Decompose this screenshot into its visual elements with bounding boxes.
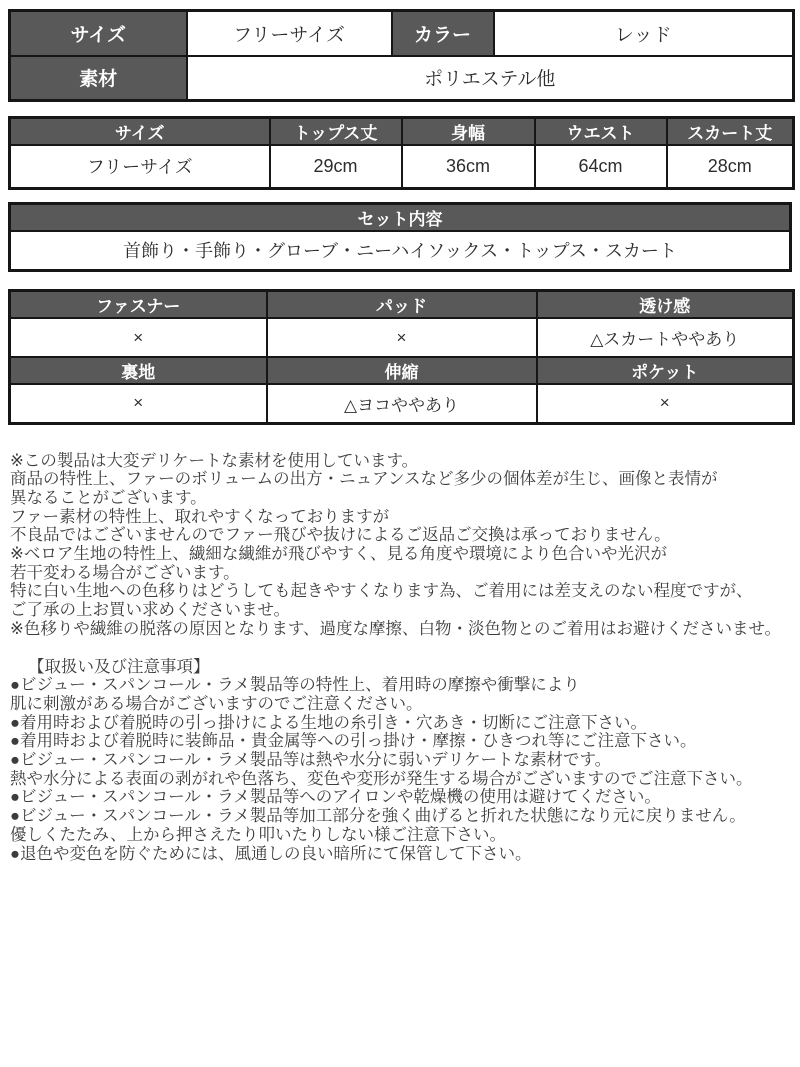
table-header-row xyxy=(10,118,794,146)
note-line: ※ベロア生地の特性上、繊細な繊維が飛びやすく、見る角度や環境により色合いや光沢が xyxy=(10,545,667,564)
sheerness-header: 透け感 xyxy=(537,291,794,319)
table-header-row xyxy=(10,203,791,231)
col-header-body-width: 身幅 xyxy=(402,118,535,146)
stretch-value: △ヨコややあり xyxy=(267,384,537,423)
cell-body-width: 36cm xyxy=(402,145,535,188)
caution-line: 肌に刺激がある場合がございますのでご注意ください。 xyxy=(10,694,423,713)
material-value-cell: ポリエステル他 xyxy=(187,56,794,101)
cell-tops-length: 29cm xyxy=(270,145,402,188)
col-header-size: サイズ xyxy=(10,118,270,146)
lining-value: × xyxy=(10,384,267,423)
note-line: 若干変わる場合がございます。 xyxy=(10,563,240,582)
basic-spec-table xyxy=(8,9,795,102)
col-header-tops-length: トップス丈 xyxy=(270,118,402,146)
pad-value: × xyxy=(267,318,537,357)
caution-line: ●退色や変色を防ぐためには、風通しの良い暗所にて保管して下さい。 xyxy=(10,844,532,863)
col-header-waist: ウエスト xyxy=(535,118,667,146)
pad-header: パッド xyxy=(267,291,537,319)
caution-line: ●ビジュー・スパンコール・ラメ製品等の特性上、着用時の摩擦や衝撃により xyxy=(10,676,580,695)
color-value-cell: レッド xyxy=(494,11,794,56)
handling-cautions-heading: 【取扱い及び注意事項】 xyxy=(28,657,210,676)
set-contents-header: セット内容 xyxy=(10,203,791,231)
table-row xyxy=(10,11,794,56)
caution-line: 熱や水分による表面の剥がれや色落ち、変色や変形が発生する場合がございますのでご注意下さい。 xyxy=(10,769,753,788)
caution-line: 優しくたたみ、上から押さえたり叩いたりしない様ご注意下さい。 xyxy=(10,825,506,844)
material-notes xyxy=(8,452,792,639)
cell-skirt-length: 28cm xyxy=(667,145,794,188)
note-line: ※この製品は大変デリケートな素材を使用しています。 xyxy=(10,451,419,470)
material-label-cell: 素材 xyxy=(10,56,187,101)
fastener-value: × xyxy=(10,318,267,357)
note-line: ※色移りや繊維の脱落の原因となります、過度な摩擦、白物・淡色物とのご着用はお避けくださいませ。 xyxy=(10,619,782,638)
cell-size: フリーサイズ xyxy=(10,145,270,188)
set-contents-table xyxy=(8,202,792,273)
size-value-cell: フリーサイズ xyxy=(187,11,392,56)
size-label-cell: サイズ xyxy=(10,11,187,56)
col-header-skirt-length: スカート丈 xyxy=(667,118,794,146)
fastener-header: ファスナー xyxy=(10,291,267,319)
color-label-cell: カラー xyxy=(392,11,494,56)
note-line: 商品の特性上、ファーのボリュームの出方・ニュアンスなど多少の個体差が生じ、画像と表情が xyxy=(10,470,718,489)
measurements-table xyxy=(8,116,795,190)
table-header-row xyxy=(10,357,794,384)
set-contents-value: 首飾り・手飾り・グローブ・ニーハイソックス・トップス・スカート xyxy=(10,231,791,271)
lining-header: 裏地 xyxy=(10,357,267,384)
table-header-row xyxy=(10,291,794,319)
caution-line: ●着用時および着脱時に装飾品・貴金属等への引っ掛け・摩擦・ひきつれ等にご注意下さい。 xyxy=(10,732,697,751)
note-line: 異なることがございます。 xyxy=(10,488,207,507)
table-row xyxy=(10,56,794,101)
caution-line: ●ビジュー・スパンコール・ラメ製品等へのアイロンや乾燥機の使用は避けてください。 xyxy=(10,788,661,807)
table-row xyxy=(10,384,794,423)
table-row xyxy=(10,231,791,271)
table-row xyxy=(10,318,794,357)
note-line: 特に白い生地への色移りはどうしても起きやすくなります為、ご着用には差支えのない程度ですが、 xyxy=(10,582,753,601)
cell-waist: 64cm xyxy=(535,145,667,188)
note-line: ファー素材の特性上、取れやすくなっておりますが xyxy=(10,507,390,526)
caution-line: ●ビジュー・スパンコール・ラメ製品等加工部分を強く曲げると折れた状態になり元に戻りません。 xyxy=(10,807,746,826)
note-line: 不良品ではございませんのでファー飛びや抜けによるご返品ご交換は承っておりません。 xyxy=(10,526,671,545)
handling-cautions xyxy=(8,658,792,864)
stretch-header: 伸縮 xyxy=(267,357,537,384)
caution-line: ●ビジュー・スパンコール・ラメ製品等は熱や水分に弱いデリケートな素材です。 xyxy=(10,751,612,770)
features-table xyxy=(8,289,795,425)
caution-line: ●着用時および着脱時の引っ掛けによる生地の糸引き・穴あき・切断にご注意下さい。 xyxy=(10,713,647,732)
table-row xyxy=(10,145,794,188)
note-line: ご了承の上お買い求めくださいませ。 xyxy=(10,601,291,620)
pocket-value: × xyxy=(537,384,794,423)
sheerness-value: △スカートややあり xyxy=(537,318,794,357)
pocket-header: ポケット xyxy=(537,357,794,384)
